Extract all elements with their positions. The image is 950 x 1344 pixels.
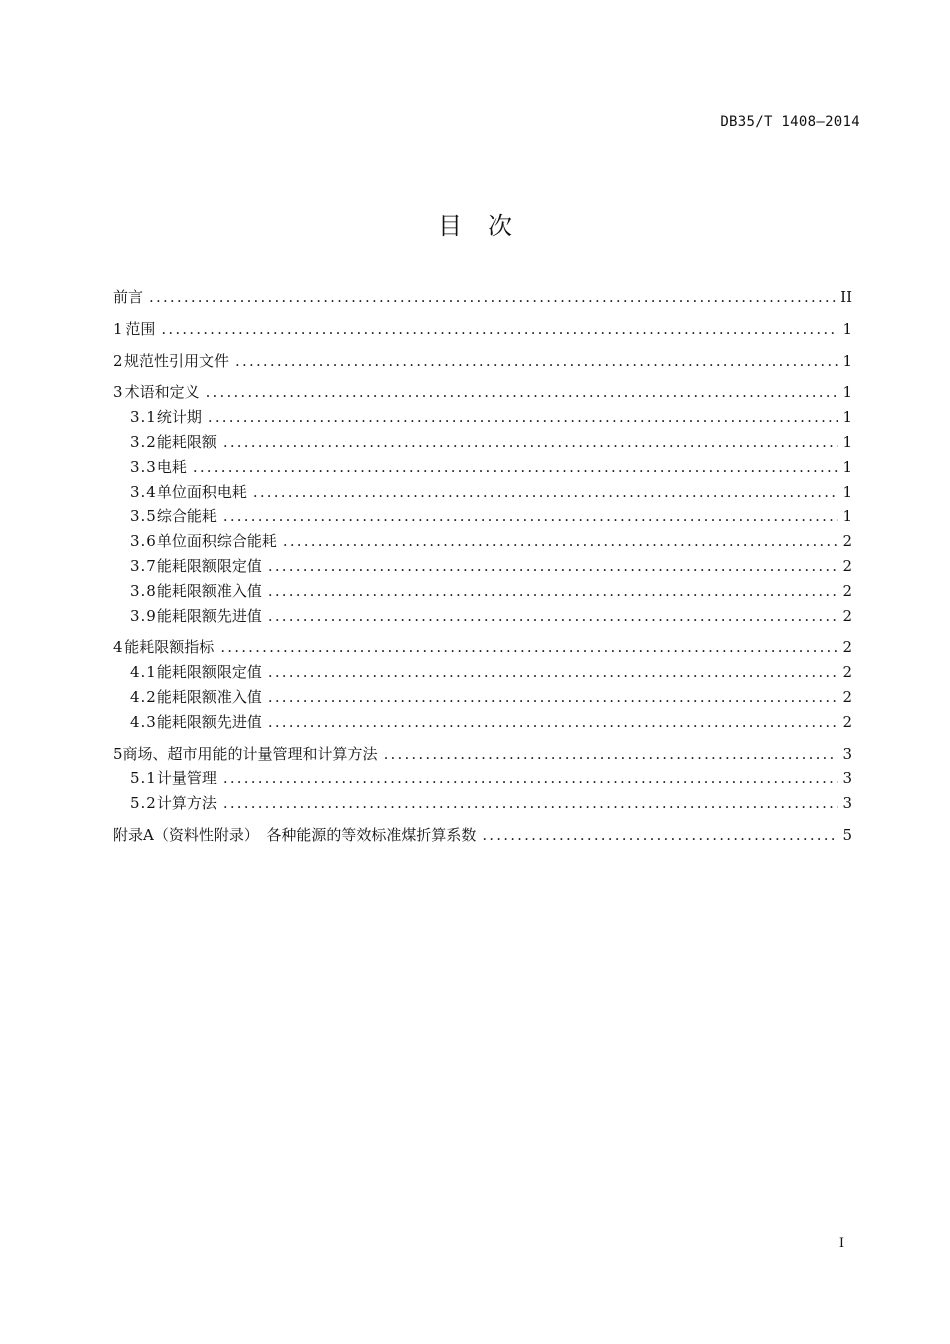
toc-leader-dots bbox=[223, 504, 838, 529]
toc-entry[interactable] bbox=[113, 660, 852, 685]
toc-entry-page: 1 bbox=[842, 351, 852, 370]
toc-entry-page: 1 bbox=[842, 383, 852, 402]
toc-entry[interactable] bbox=[113, 504, 852, 529]
toc-leader-dots bbox=[235, 349, 838, 374]
toc-entry-number: 4 bbox=[113, 638, 123, 657]
toc-entry-label: 能耗限额限定值 bbox=[156, 556, 262, 575]
toc-leader-dots bbox=[220, 635, 838, 660]
toc-entry[interactable] bbox=[113, 823, 852, 848]
toc-entry-number: 3.6 bbox=[130, 532, 157, 551]
toc-entry-page: 2 bbox=[842, 687, 852, 706]
toc-entry-number: 3 bbox=[113, 383, 123, 402]
toc-entry[interactable] bbox=[113, 554, 852, 579]
toc-entry-page: 2 bbox=[842, 532, 852, 551]
table-of-contents bbox=[113, 285, 852, 848]
toc-entry[interactable] bbox=[113, 529, 852, 554]
toc-leader-dots bbox=[268, 710, 838, 735]
toc-entry-number: 3.5 bbox=[130, 507, 157, 526]
toc-leader-dots bbox=[223, 791, 838, 816]
toc-leader-dots bbox=[223, 430, 838, 455]
toc-entry-label: 统计期 bbox=[156, 408, 202, 427]
toc-entry-number: 3.4 bbox=[130, 482, 157, 501]
toc-entry[interactable] bbox=[113, 455, 852, 480]
toc-entry[interactable] bbox=[113, 685, 852, 710]
toc-entry[interactable] bbox=[113, 317, 852, 342]
toc-entry-label: 计量管理 bbox=[156, 769, 217, 788]
toc-entry[interactable] bbox=[113, 380, 852, 405]
toc-entry-page: 2 bbox=[842, 663, 852, 682]
toc-entry-number: 5 bbox=[113, 744, 123, 763]
page-number: I bbox=[838, 1236, 844, 1251]
toc-leader-dots bbox=[161, 317, 838, 342]
toc-entry-label: 能耗限额准入值 bbox=[156, 581, 262, 600]
toc-entry[interactable] bbox=[113, 579, 852, 604]
toc-entry-label: 前言 bbox=[113, 288, 144, 306]
toc-entry-label: 能耗限额先进值 bbox=[156, 606, 262, 625]
toc-entry[interactable] bbox=[113, 766, 852, 791]
toc-entry-page: 2 bbox=[842, 606, 852, 625]
toc-entry-page: 1 bbox=[842, 319, 852, 338]
toc-entry-page: 3 bbox=[842, 769, 852, 788]
toc-entry-label: 电耗 bbox=[156, 457, 187, 476]
toc-entry-label: 规范性引用文件 bbox=[124, 351, 230, 370]
toc-entry-label: 单位面积综合能耗 bbox=[156, 532, 277, 551]
toc-entry[interactable] bbox=[113, 710, 852, 735]
toc-leader-dots bbox=[268, 579, 838, 604]
toc-entry-number: 4.3 bbox=[130, 712, 157, 731]
toc-entry-label: 能耗限额准入值 bbox=[156, 687, 262, 706]
toc-leader-dots bbox=[268, 660, 838, 685]
toc-entry-number: 3.9 bbox=[130, 606, 157, 625]
toc-entry-number: 3.3 bbox=[130, 457, 157, 476]
page-title: 目次 bbox=[438, 212, 538, 240]
toc-entry-number: 2 bbox=[113, 351, 123, 370]
toc-entry[interactable] bbox=[113, 742, 852, 767]
toc-entry-number: 3.7 bbox=[130, 556, 157, 575]
toc-entry-label: 商场、超市用能的计量管理和计算方法 bbox=[122, 744, 378, 763]
toc-entry-number: 4.2 bbox=[130, 687, 157, 706]
toc-leader-dots bbox=[208, 405, 838, 430]
toc-entry-page: 5 bbox=[842, 825, 852, 844]
toc-entry[interactable] bbox=[113, 604, 852, 629]
toc-entry[interactable] bbox=[113, 285, 852, 310]
toc-entry-number: 4.1 bbox=[130, 663, 157, 682]
toc-entry-label: 能耗限额 bbox=[156, 432, 217, 451]
toc-entry-page: 1 bbox=[842, 408, 852, 427]
toc-entry-page: 2 bbox=[842, 638, 852, 657]
toc-entry-page: 1 bbox=[842, 432, 852, 451]
toc-leader-dots bbox=[206, 380, 838, 405]
toc-entry[interactable] bbox=[113, 349, 852, 374]
toc-entry-page: 3 bbox=[842, 794, 852, 813]
toc-entry-number: 5.1 bbox=[130, 769, 157, 788]
toc-entry-page: 1 bbox=[842, 457, 852, 476]
toc-leader-dots bbox=[283, 529, 838, 554]
toc-leader-dots bbox=[253, 480, 838, 505]
toc-entry-number: 3.1 bbox=[130, 408, 157, 427]
toc-entry-number: 3.2 bbox=[130, 432, 157, 451]
toc-entry-label: 能耗限额先进值 bbox=[156, 712, 262, 731]
toc-leader-dots bbox=[384, 742, 838, 767]
toc-entry-label: 能耗限额指标 bbox=[124, 638, 215, 657]
toc-leader-dots bbox=[268, 685, 838, 710]
toc-leader-dots bbox=[268, 604, 838, 629]
toc-entry-page: 2 bbox=[842, 712, 852, 731]
toc-entry-label: 综合能耗 bbox=[156, 507, 217, 526]
toc-entry-label: 附录A（资料性附录） 各种能源的等效标准煤折算系数 bbox=[113, 825, 477, 844]
toc-entry-label: 单位面积电耗 bbox=[156, 482, 247, 501]
toc-entry-page: II bbox=[840, 288, 852, 306]
toc-entry[interactable] bbox=[113, 480, 852, 505]
toc-leader-dots bbox=[482, 823, 838, 848]
toc-entry-page: 1 bbox=[842, 482, 852, 501]
toc-entry-label: 计算方法 bbox=[156, 794, 217, 813]
toc-entry[interactable] bbox=[113, 635, 852, 660]
document-code: DB35/T 1408—2014 bbox=[720, 114, 860, 130]
toc-entry-page: 1 bbox=[842, 507, 852, 526]
toc-leader-dots bbox=[149, 285, 836, 310]
toc-entry-page: 2 bbox=[842, 581, 852, 600]
toc-entry[interactable] bbox=[113, 405, 852, 430]
toc-entry-label: 术语和定义 bbox=[124, 383, 200, 402]
toc-entry-page: 3 bbox=[842, 744, 852, 763]
toc-leader-dots bbox=[268, 554, 838, 579]
toc-entry-page: 2 bbox=[842, 556, 852, 575]
toc-entry-label: 范围 bbox=[125, 319, 156, 338]
toc-entry-label: 能耗限额限定值 bbox=[156, 663, 262, 682]
toc-leader-dots bbox=[223, 766, 838, 791]
toc-entry[interactable] bbox=[113, 430, 852, 455]
toc-entry-number: 3.8 bbox=[130, 581, 157, 600]
toc-leader-dots bbox=[193, 455, 838, 480]
toc-entry-number: 1 bbox=[113, 319, 123, 338]
toc-entry-number: 5.2 bbox=[130, 794, 157, 813]
toc-entry[interactable] bbox=[113, 791, 852, 816]
